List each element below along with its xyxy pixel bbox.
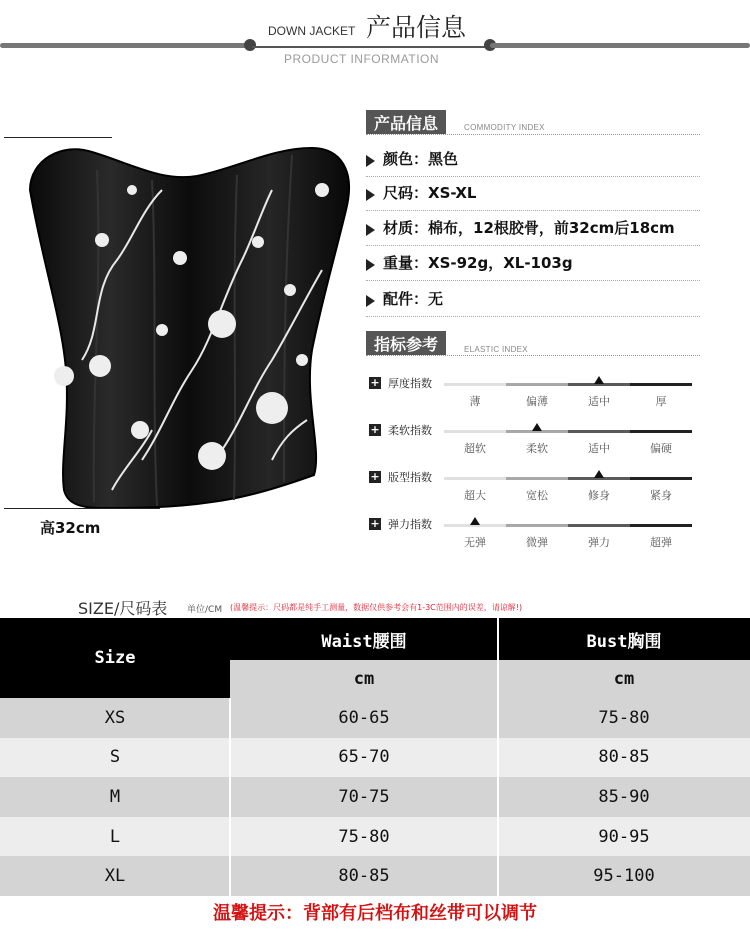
attribute-label: 尺码：XS-XL (383, 184, 477, 202)
cell-waist: 60-65 (230, 698, 498, 738)
index-option-label: 宽松 (526, 489, 548, 502)
index-bar-segment (568, 524, 630, 527)
column-header-bust: Bust胸围 (498, 618, 750, 660)
index-option-label: 偏薄 (526, 395, 548, 408)
index-option-label: 柔软 (526, 442, 548, 455)
attribute-label: 重量：XS-92g，XL-103g (383, 254, 573, 272)
cell-bust: 80-85 (498, 738, 750, 778)
index-bar-segment (630, 383, 692, 386)
size-chart-note: (温馨提示：尺码都是纯手工测量，数据仅供参考会有1-3C范围内的误差，请谅解!) (230, 603, 523, 612)
index-bar-segment (506, 383, 568, 386)
index-bar-segment (568, 430, 630, 433)
index-option-label: 超弹 (650, 536, 672, 549)
index-selected-marker (532, 423, 542, 431)
cell-size: XS (0, 698, 230, 738)
cell-waist: 70-75 (230, 777, 498, 817)
index-name: 柔软指数 (388, 424, 432, 437)
index-bar-segment (630, 430, 692, 433)
index-row (366, 469, 700, 509)
index-option-label: 弹力 (588, 536, 610, 549)
index-option-label: 紧身 (650, 489, 672, 502)
cell-waist: 65-70 (230, 738, 498, 778)
corset-product-image (22, 130, 358, 520)
index-name: 版型指数 (388, 471, 432, 484)
index-bar-segment (444, 477, 506, 480)
attribute-color (366, 148, 700, 178)
column-header-size: Size (0, 618, 230, 698)
header-english-label: DOWN JACKET (268, 24, 356, 38)
column-header-waist: Waist腰围 (230, 618, 498, 660)
index-option-label: 适中 (588, 395, 610, 408)
cell-bust: 95-100 (498, 856, 750, 896)
attribute-accessories (366, 288, 700, 318)
cell-bust: 75-80 (498, 698, 750, 738)
arrow-icon (366, 155, 375, 167)
arrow-icon (366, 224, 375, 236)
index-section-title: 指标参考 (366, 331, 446, 355)
attribute-label: 配件：无 (383, 290, 444, 308)
index-bar-segment (444, 430, 506, 433)
index-bar-segment (506, 477, 568, 480)
attribute-weight (366, 252, 700, 282)
plus-icon: + (370, 376, 380, 389)
index-name: 弹力指数 (388, 518, 432, 531)
index-option-label: 厚 (655, 395, 667, 408)
index-bar-segment (630, 477, 692, 480)
cell-waist: 80-85 (230, 856, 498, 896)
index-row (366, 422, 700, 462)
index-option-label: 适中 (588, 442, 610, 455)
height-label: 高32cm (40, 519, 101, 537)
plus-icon: + (370, 470, 380, 483)
cell-bust: 85-90 (498, 777, 750, 817)
attribute-label: 材质：棉布，12根胶骨，前32cm后18cm (383, 219, 675, 237)
index-selected-marker (594, 470, 604, 478)
column-unit-waist: cm (230, 660, 498, 698)
cell-size: M (0, 777, 230, 817)
index-bar-segment (630, 524, 692, 527)
index-option-label: 薄 (469, 395, 481, 408)
index-row (366, 516, 700, 556)
index-section-subtitle: ELASTIC INDEX (464, 345, 528, 354)
attribute-material (366, 217, 700, 247)
index-selected-marker (594, 376, 604, 384)
index-option-label: 超软 (464, 442, 486, 455)
info-section-rule (366, 134, 700, 135)
header-bar-left (0, 43, 250, 48)
index-name: 厚度指数 (388, 377, 432, 390)
attribute-size (366, 182, 700, 212)
cell-size: S (0, 738, 230, 778)
index-selected-marker (470, 517, 480, 525)
cell-size: L (0, 817, 230, 857)
index-option-label: 偏硬 (650, 442, 672, 455)
header-underline (252, 46, 488, 48)
index-row (366, 375, 700, 415)
index-section-rule (366, 355, 700, 356)
header-bar-right (490, 43, 750, 48)
arrow-icon (366, 295, 375, 307)
arrow-icon (366, 189, 375, 201)
header-dot-left (244, 39, 256, 51)
index-bar-segment (444, 383, 506, 386)
attribute-label: 颜色：黑色 (383, 150, 459, 168)
cell-size: XL (0, 856, 230, 896)
page-header (0, 0, 750, 80)
column-unit-bust: cm (498, 660, 750, 698)
size-chart-unit: 单位/CM (187, 605, 223, 615)
footer-note: 温馨提示：背部有后档布和丝带可以调节 (213, 903, 537, 924)
info-section-subtitle: COMMODITY INDEX (464, 123, 545, 132)
index-bar-segment (506, 524, 568, 527)
measure-line-bottom (4, 508, 160, 509)
plus-icon: + (370, 517, 380, 530)
cell-waist: 75-80 (230, 817, 498, 857)
index-option-label: 微弹 (526, 536, 548, 549)
header-chinese-title: 产品信息 (366, 13, 467, 42)
info-section-title: 产品信息 (366, 110, 446, 134)
index-option-label: 超大 (464, 489, 486, 502)
cell-bust: 90-95 (498, 817, 750, 857)
arrow-icon (366, 259, 375, 271)
plus-icon: + (370, 423, 380, 436)
index-option-label: 修身 (588, 489, 610, 502)
header-subtitle: PRODUCT INFORMATION (284, 52, 440, 66)
size-chart-title: SIZE/尺码表 (78, 599, 168, 618)
index-option-label: 无弹 (464, 536, 486, 549)
